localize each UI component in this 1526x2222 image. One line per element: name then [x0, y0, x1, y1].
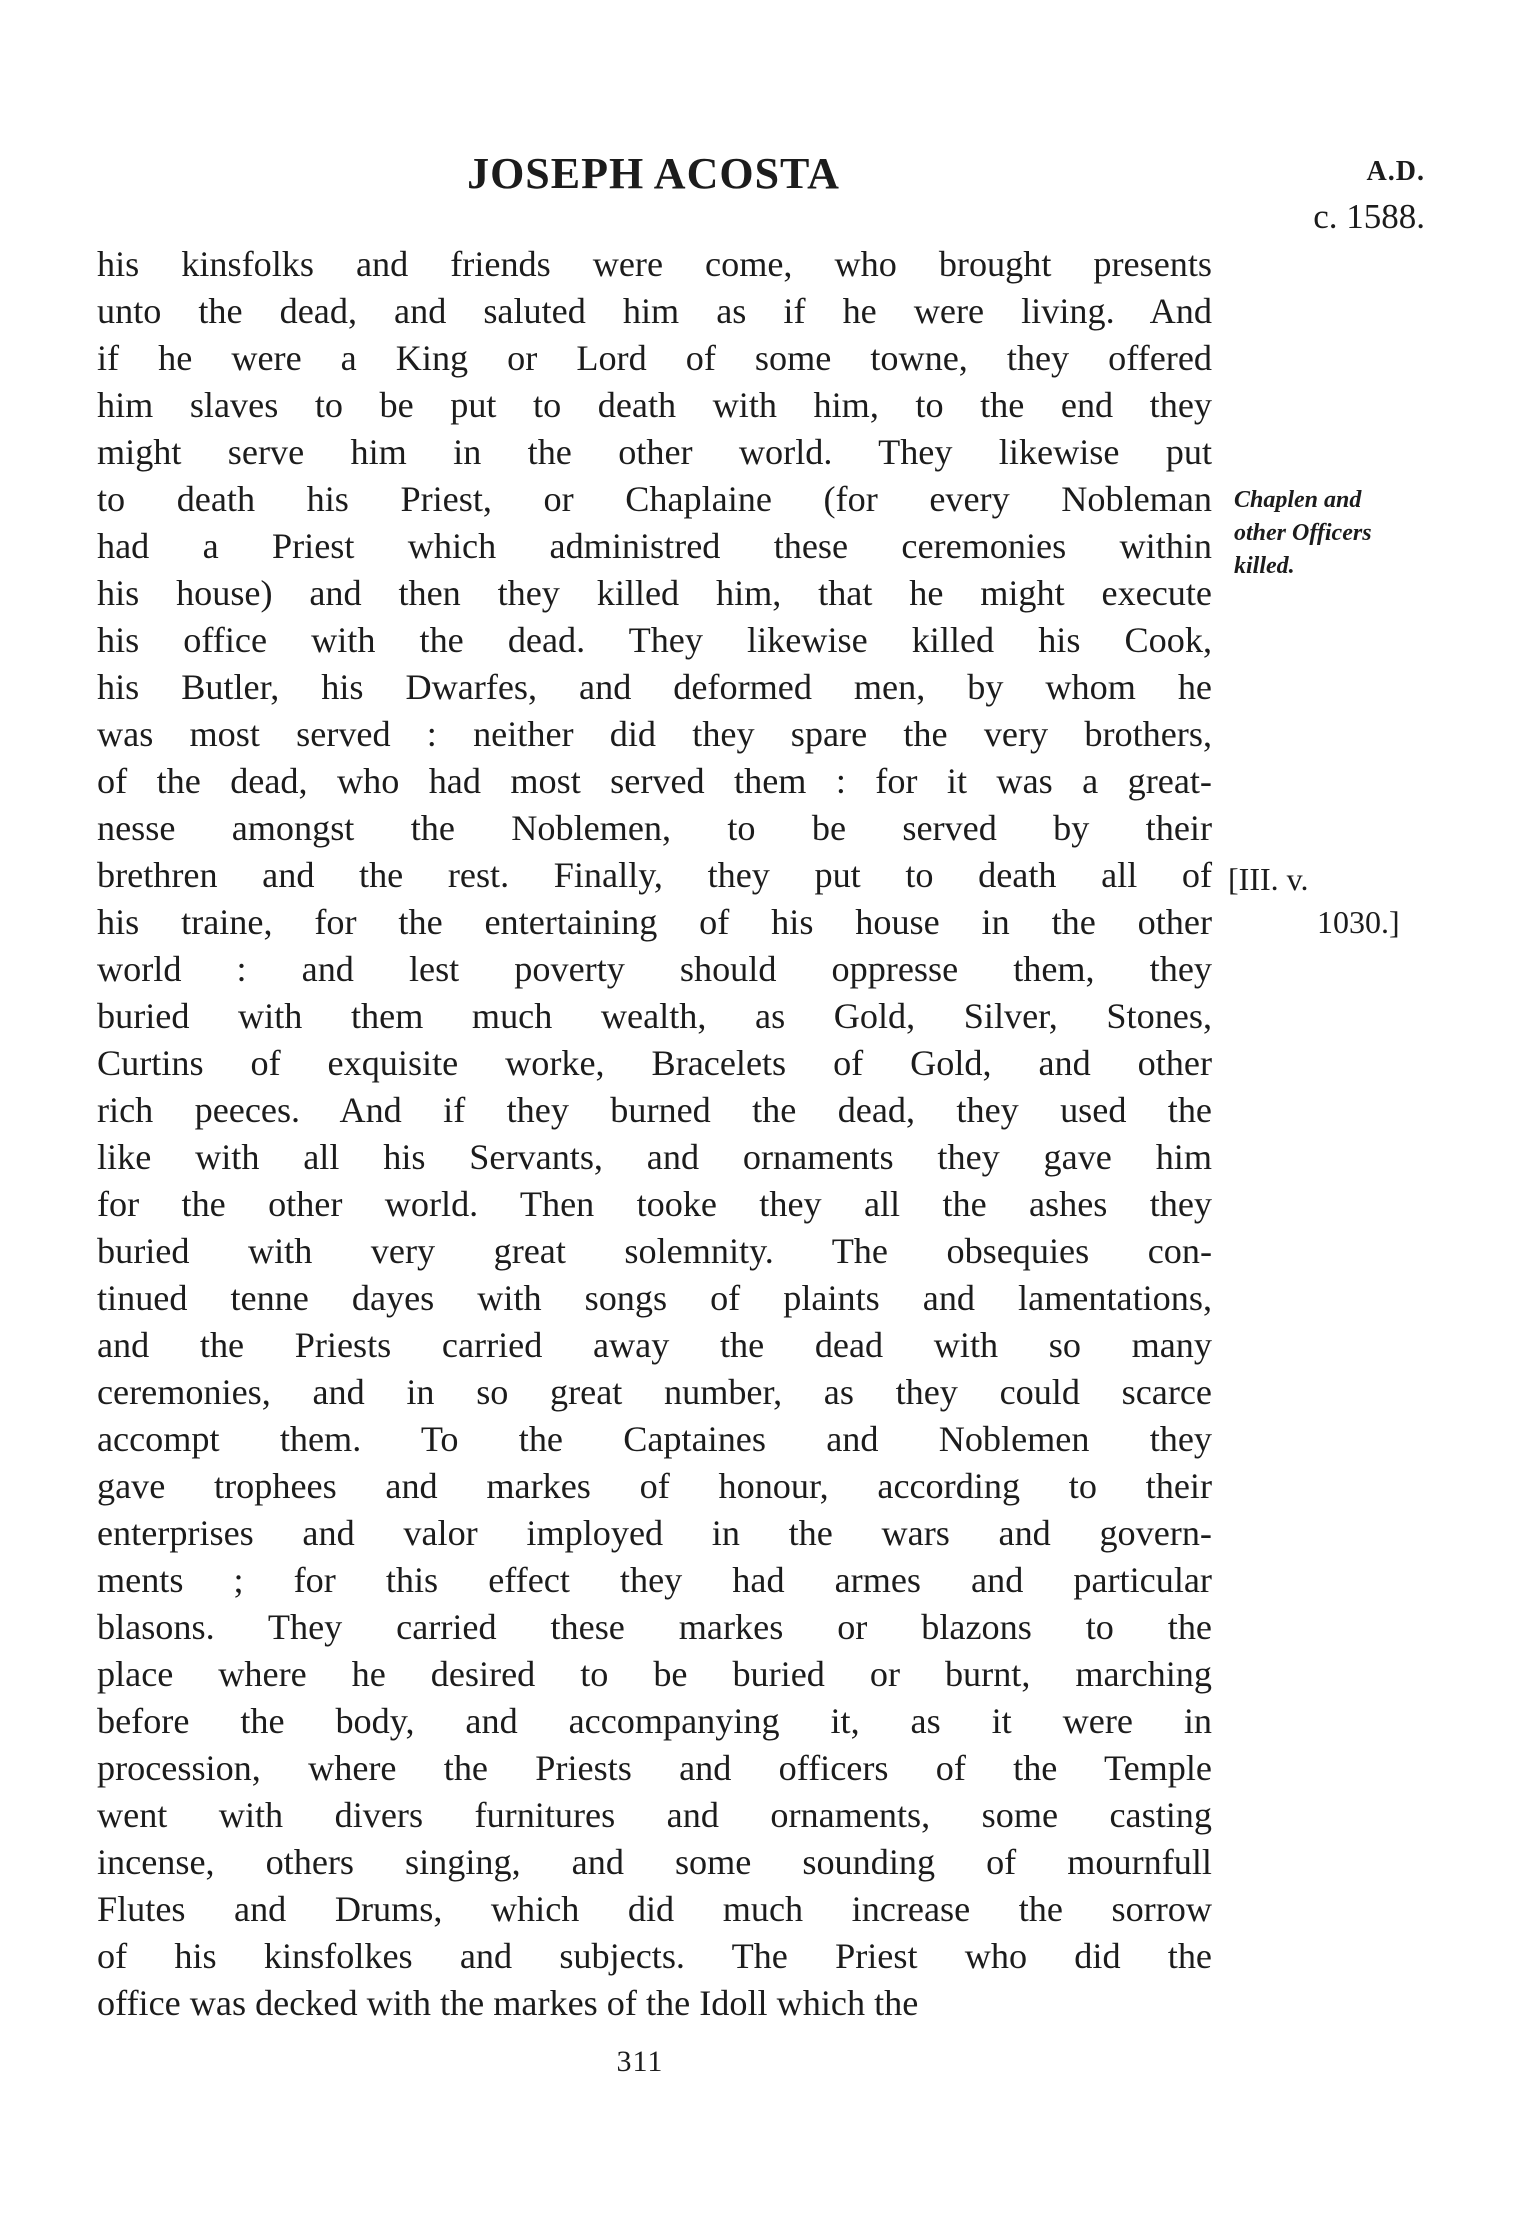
- text-line: his office with the dead. They likewise killed his Cook,: [97, 620, 1212, 660]
- text-line: tinued tenne dayes with songs of plaints and lamentations,: [97, 1278, 1212, 1318]
- margin-reference-page: 1030.]: [1317, 904, 1400, 940]
- text-line: for the other world. Then tooke they all the ashes they: [97, 1184, 1212, 1224]
- text-line: enterprises and valor imployed in the wars and govern-: [97, 1513, 1212, 1553]
- body-text: [97, 241, 1212, 2027]
- text-line: buried with very great solemnity. The obsequies con-: [97, 1231, 1212, 1271]
- running-head-title: JOSEPH ACOSTA: [467, 149, 840, 198]
- page-number: 311: [616, 2045, 664, 2078]
- margin-note-line: Chaplen and: [1234, 487, 1362, 513]
- text-line: gave trophees and markes of honour, according to their: [97, 1466, 1212, 1506]
- margin-note-line: other Officers: [1234, 520, 1372, 546]
- text-line: was most served : neither did they spare the very brothers,: [97, 714, 1212, 754]
- text-line: his Butler, his Dwarfes, and deformed men, by whom he: [97, 667, 1212, 707]
- text-line: rich peeces. And if they burned the dead, they used the: [97, 1090, 1212, 1130]
- text-line: and the Priests carried away the dead with so many: [97, 1325, 1212, 1365]
- text-line: ceremonies, and in so great number, as they could scarce: [97, 1372, 1212, 1412]
- text-line: like with all his Servants, and ornaments they gave him: [97, 1137, 1212, 1177]
- text-line: office was decked with the markes of the Idoll which the: [97, 1983, 919, 2023]
- text-line: him slaves to be put to death with him, to the end they: [97, 385, 1212, 425]
- text-line: Curtins of exquisite worke, Bracelets of Gold, and other: [97, 1043, 1212, 1083]
- text-line: incense, others singing, and some sounding of mournfull: [97, 1842, 1212, 1882]
- text-line: if he were a King or Lord of some towne, they offered: [97, 338, 1212, 378]
- text-line: buried with them much wealth, as Gold, Silver, Stones,: [97, 996, 1212, 1036]
- text-line: to death his Priest, or Chaplaine (for every Nobleman: [97, 479, 1212, 519]
- text-line: brethren and the rest. Finally, they put to death all of: [97, 855, 1212, 895]
- text-line: blasons. They carried these markes or blazons to the: [97, 1607, 1212, 1647]
- text-line: before the body, and accompanying it, as it were in: [97, 1701, 1212, 1741]
- text-line: procession, where the Priests and officers of the Temple: [97, 1748, 1212, 1788]
- text-line: unto the dead, and saluted him as if he were living. And: [97, 291, 1212, 331]
- text-line: went with divers furnitures and ornaments, some casting: [97, 1795, 1212, 1835]
- text-line: place where he desired to be buried or burnt, marching: [97, 1654, 1212, 1694]
- text-line: of the dead, who had most served them : for it was a great-: [97, 761, 1212, 801]
- text-line: his kinsfolks and friends were come, who brought presents: [97, 244, 1212, 284]
- text-line: might serve him in the other world. They likewise put: [97, 432, 1212, 472]
- margin-note-line: killed.: [1234, 553, 1295, 579]
- date-margin: [1265, 158, 1425, 237]
- text-line: ments ; for this effect they had armes and particular: [97, 1560, 1212, 1600]
- text-line: had a Priest which administred these ceremonies within: [97, 526, 1212, 566]
- text-line: his house) and then they killed him, that he might execute: [97, 573, 1212, 613]
- margin-reference-volume: [III. v.: [1228, 861, 1309, 897]
- margin-note: [1234, 484, 1434, 583]
- text-line: nesse amongst the Noblemen, to be served by their: [97, 808, 1212, 848]
- text-line: his traine, for the entertaining of his house in the other: [97, 902, 1212, 942]
- text-line: accompt them. To the Captaines and Noblemen they: [97, 1419, 1212, 1459]
- era-label: A.D.: [1366, 156, 1425, 187]
- year-label: c. 1588.: [1313, 197, 1425, 236]
- text-line: Flutes and Drums, which did much increase the sorrow: [97, 1889, 1212, 1929]
- text-line: world : and lest poverty should oppresse them, they: [97, 949, 1212, 989]
- text-line: of his kinsfolkes and subjects. The Priest who did the: [97, 1936, 1212, 1976]
